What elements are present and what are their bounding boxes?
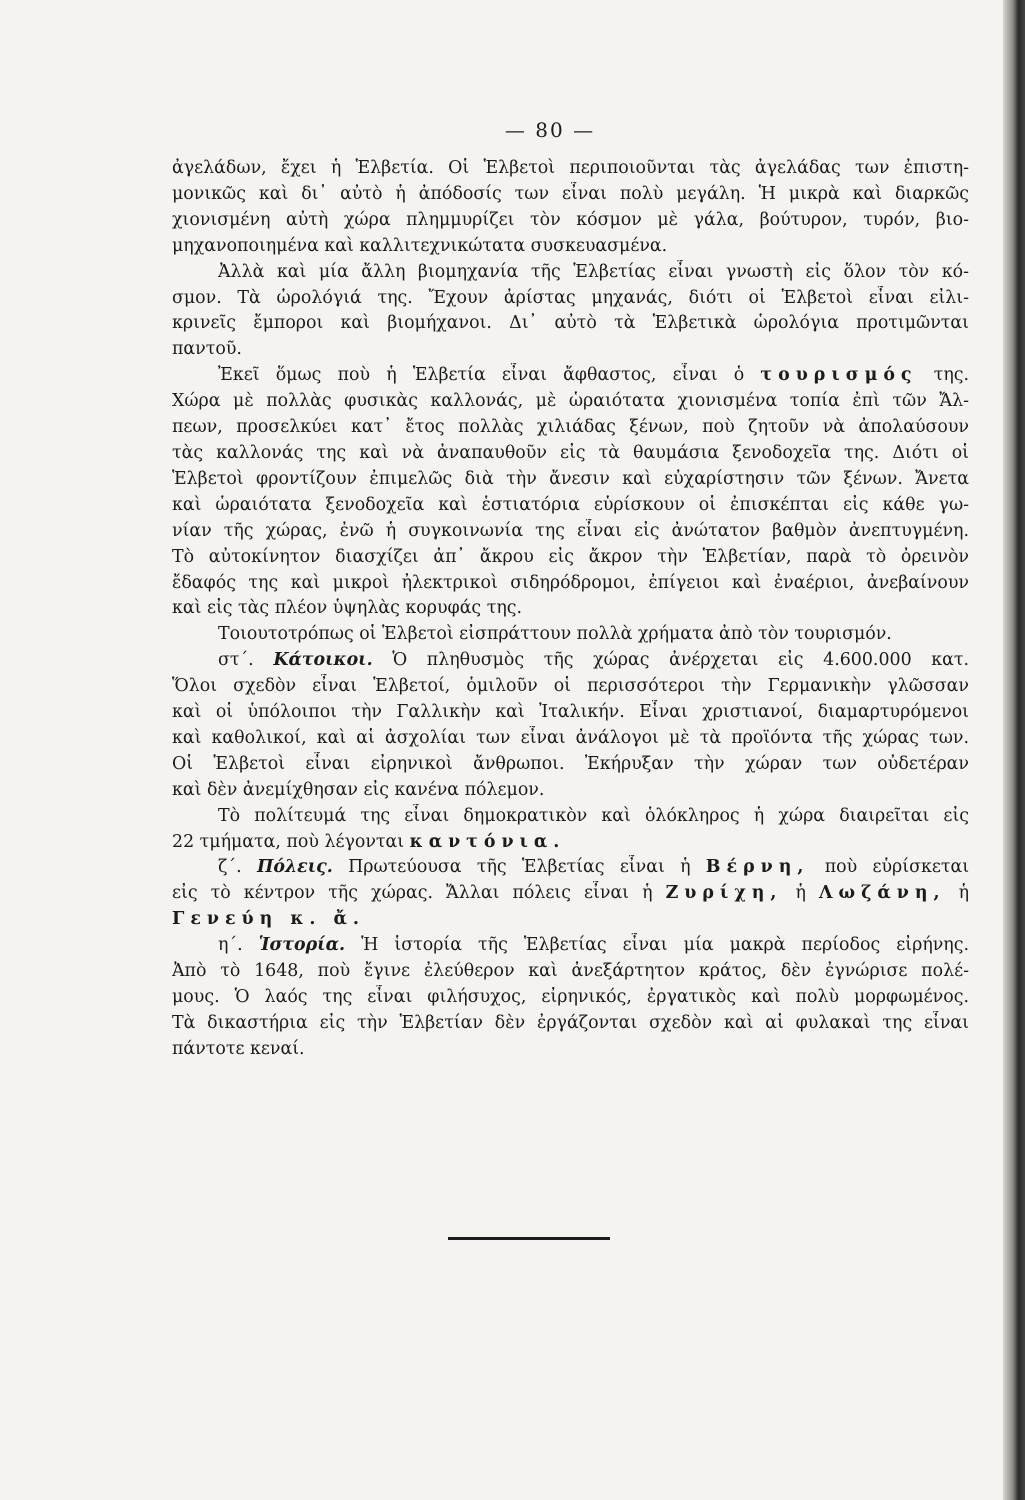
- text-line: τὰς καλλονάς της καὶ νὰ ἀναπαυθοῦν εἰς τὰ θαυμάσια ξενοδοχεῖα της. Διότι οἱ: [172, 442, 969, 463]
- text-line: Τοιουτοτρόπως οἱ Ἑλβετοὶ εἰσπράττουν πολλὰ χρήματα ἀπὸ τὸν τουρισμόν.: [218, 624, 892, 645]
- section-title-inhabitants: Κάτοικοι.: [273, 650, 373, 671]
- text-line: Τὰ δικαστήρια εἰς τὴν Ἑλβετίαν δὲν ἐργάζονται σχεδὸν καὶ αἱ φυλακαὶ της εἶναι: [172, 1012, 969, 1033]
- spaced-term-cantons: καντόνια.: [409, 831, 566, 852]
- text-line: ἔδαφός της καὶ μικροὶ ἠλεκτρικοὶ σιδηρόδρομοι, ἐπίγειοι καὶ ἐναέριοι, ἀνεβαίνουν: [172, 572, 969, 593]
- text-line: Ἀλλὰ καὶ μία ἄλλη βιομηχανία τῆς Ἑλβετίας εἶναι γνωστὴ εἰς ὅλον τὸν κό-: [218, 261, 969, 282]
- section-heading-line: [172, 933, 969, 959]
- text-line: καὶ καθολικοί, καὶ αἱ ἀσχολίαι των εἶναι ἀνάλογοι μὲ τὰ προϊόντα τῆς χώρας των.: [172, 727, 969, 748]
- text-line: πεων, προσελκύει κατ᾽ ἔτος πολλὰς χιλιάδας ξένων, ποὺ ζητοῦν νὰ ἀπολαύσουν: [172, 417, 969, 438]
- text-line: Χώρα μὲ πολλὰς φυσικὰς καλλονάς, μὲ ὡραιότατα χιονισμένα τοπία ἐπὶ τῶν Ἄλ-: [172, 391, 969, 412]
- text-line: κρινεῖς ἔμποροι καὶ βιομήχανοι. Δι᾽ αὐτὸ τὰ Ἑλβετικὰ ὡρολόγια προτιμῶνται: [172, 313, 969, 334]
- page-number: — 80 —: [504, 118, 596, 142]
- text-line: μους. Ὁ λαός της εἶναι φιλήσυχος, εἰρηνικός, ἐργατικὸς καὶ πολὺ μορφωμένος.: [172, 987, 969, 1007]
- text-line: Τὸ αὐτοκίνητον διασχίζει ἀπ᾽ ἄκρου εἰς ἄκρον τὴν Ἑλβετίαν, παρὰ τὸ ὀρεινὸν: [172, 546, 969, 567]
- text-run: της.: [933, 365, 969, 386]
- section-title-cities: Πόλεις.: [256, 857, 333, 878]
- text-line: νίαν τῆς χώρας, ἐνῶ ἡ συγκοινωνία της εἶναι εἰς ἀνώτατον βαθμὸν ἀνεπτυγμένη.: [172, 520, 969, 541]
- spaced-term-lausanne: Λωζάνη,: [819, 883, 946, 904]
- text-line: σμον. Τὰ ὡρολόγιά της. Ἔχουν ἀρίστας μηχανάς, διότι οἱ Ἑλβετοὶ εἶναι εἰλι-: [172, 287, 969, 308]
- text-run: Ἡ ἱστορία τῆς Ἑλβετίας εἶναι μία μακρὰ περίοδος εἰρήνης.: [361, 935, 969, 956]
- text-run: Ἐκεῖ ὅμως ποὺ ἡ Ἑλβετία εἶναι ἄφθαστος, εἶναι ὁ: [218, 365, 745, 386]
- text-line: [172, 907, 969, 933]
- text-run: ποὺ εὑρίσκεται: [824, 857, 969, 878]
- text-run: Πρωτεύουσα τῆς Ἑλβετίας εἶναι ἡ: [348, 857, 691, 878]
- text-run: ἡ: [958, 883, 969, 904]
- text-line: Τὸ πολίτευμά της εἶναι δημοκρατικὸν καὶ ὁλόκληρος ἡ χώρα διαιρεῖται εἰς: [218, 805, 969, 826]
- text-line: μονικῶς καὶ δι᾽ αὐτὸ ἡ ἀπόδοσίς των εἶναι πολὺ μεγάλη. Ἡ μικρὰ καὶ διαρκῶς: [172, 183, 969, 204]
- text-line: παντοῦ.: [172, 339, 242, 360]
- spaced-term-geneva: Γενεύη κ. ἄ.: [172, 909, 365, 930]
- text-line: χιονισμένη αὐτὴ χώρα πλημμυρίζει τὸν κόσμον μὲ γάλα, βούτυρον, τυρόν, βιο-: [172, 209, 969, 230]
- spaced-term-zurich: Ζυρίχη,: [665, 883, 783, 904]
- section-number: η΄.: [218, 935, 243, 956]
- text-line: ἀγελάδων, ἔχει ἡ Ἑλβετία. Οἱ Ἑλβετοὶ περιποιοῦνται τὰς ἀγελάδας των ἐπιστη-: [172, 158, 969, 178]
- text-line: καὶ εἰς τὰς πλέον ὑψηλὰς κορυφάς της.: [172, 598, 523, 619]
- text-run: ἡ: [795, 883, 806, 904]
- text-line: [172, 363, 969, 389]
- spaced-term-tourism: τουρισμός: [760, 365, 918, 386]
- section-number: ζ΄.: [218, 857, 242, 878]
- spaced-term-bern: Βέρνη,: [705, 857, 810, 878]
- page-binding-edge: [1003, 0, 1025, 1500]
- text-line: [172, 881, 969, 907]
- text-run: εἰς τὸ κέντρον τῆς χώρας. Ἄλλαι πόλεις εἶναι ἡ: [172, 883, 653, 904]
- text-line: πάντοτε κεναί.: [172, 1038, 305, 1059]
- section-heading-line: [172, 855, 969, 881]
- text-line: Ἑλβετοὶ φροντίζουν ἐπιμελῶς διὰ τὴν ἄνεσιν καὶ εὐχαρίστησιν τῶν ξένων. Ἄνετα: [172, 468, 969, 489]
- text-line: καὶ οἱ ὑπόλοιποι τὴν Γαλλικὴν καὶ Ἰταλικήν. Εἶναι χριστιανοί, διαμαρτυρόμενοι: [172, 702, 969, 723]
- text-line: [172, 830, 969, 856]
- text-run: 22 τμήματα, ποὺ λέγονται: [172, 831, 405, 852]
- section-title-history: Ἱστορία.: [258, 935, 346, 956]
- end-rule: [448, 1237, 610, 1240]
- text-line: Οἱ Ἑλβετοὶ εἶναι εἰρηνικοὶ ἄνθρωποι. Ἐκήρυξαν τὴν χώραν των οὐδετέραν: [172, 753, 969, 774]
- text-line: καὶ ὡραιότατα ξενοδοχεῖα καὶ ἑστιατόρια εὑρίσκουν οἱ ἐπισκέπται εἰς κάθε γω-: [172, 494, 969, 515]
- section-heading-line: [172, 648, 969, 674]
- section-number: στ΄.: [218, 650, 254, 671]
- text-line: μηχανοποιημένα καὶ καλλιτεχνικώτατα συσκευασμένα.: [172, 235, 668, 256]
- text-line: Ἀπὸ τὸ 1648, ποὺ ἔγινε ἐλεύθερον καὶ ἀνεξάρτητον κράτος, δὲν ἐγνώρισε πολέ-: [172, 961, 969, 982]
- text-line: καὶ δὲν ἀνεμίχθησαν εἰς κανένα πόλεμον.: [172, 779, 545, 800]
- text-run: Ὁ πληθυσμὸς τῆς χώρας ἀνέρχεται εἰς 4.600.000 κατ.: [392, 650, 969, 671]
- text-line: Ὅλοι σχεδὸν εἶναι Ἑλβετοί, ὁμιλοῦν οἱ περισσότεροι τὴν Γερμανικὴν γλῶσσαν: [172, 676, 969, 697]
- body-text: [172, 156, 969, 1063]
